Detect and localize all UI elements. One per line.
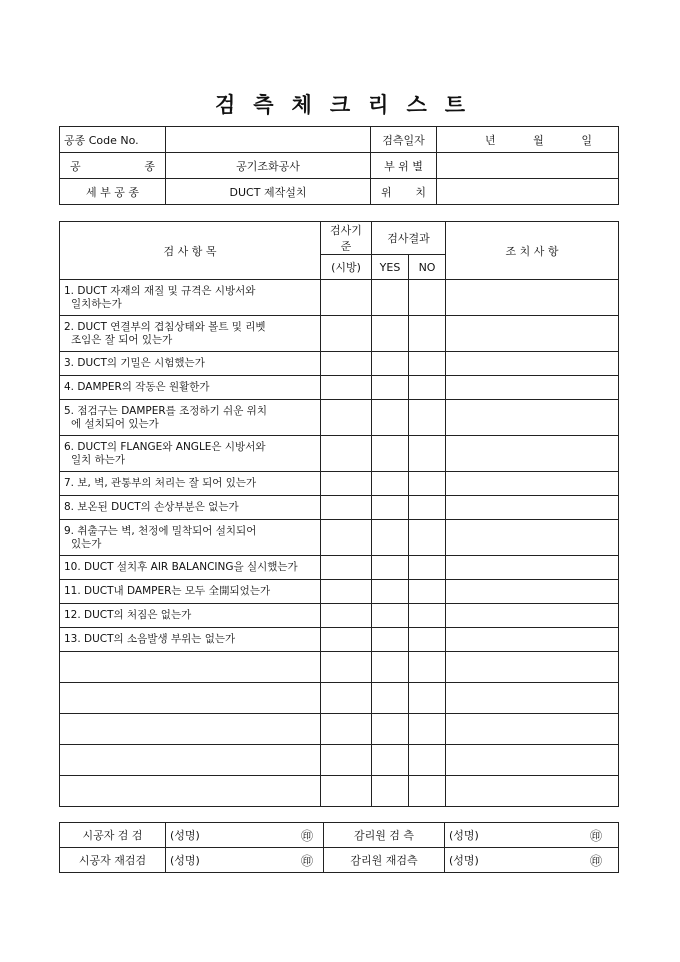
date-label: 검측일자 bbox=[371, 127, 437, 153]
yes-cell[interactable] bbox=[372, 776, 409, 807]
page-title bbox=[0, 89, 680, 119]
checklist-item-text bbox=[60, 280, 321, 316]
header-yes: YES bbox=[372, 255, 409, 280]
checklist-item-text bbox=[60, 436, 321, 472]
standard-cell[interactable] bbox=[321, 400, 372, 436]
location-label: 위 치 bbox=[371, 179, 437, 205]
contractor-check-sign-field[interactable] bbox=[166, 823, 324, 848]
checklist-item-line: 5. 점검구는 DAMPER를 조정하기 쉬운 위치 bbox=[64, 404, 267, 417]
yes-cell[interactable] bbox=[372, 714, 409, 745]
date-month-label: 월 bbox=[533, 133, 544, 147]
header-standard-sub: (시방) bbox=[321, 255, 372, 280]
header-action: 조 치 사 항 bbox=[446, 222, 619, 280]
item-cell[interactable] bbox=[60, 683, 321, 714]
checklist-item-line: 7. 보, 벽, 관통부의 처리는 잘 되어 있는가 bbox=[64, 477, 257, 489]
checklist-item-line: 9. 취출구는 벽, 천정에 밀착되어 설치되어 bbox=[64, 524, 257, 537]
sign-row-check bbox=[60, 823, 619, 848]
yes-cell[interactable] bbox=[372, 316, 409, 352]
checklist-item-line: 4. DAMPER의 작동은 원활한가 bbox=[64, 381, 210, 393]
yes-cell[interactable] bbox=[372, 628, 409, 652]
name-hint: (성명) bbox=[170, 828, 200, 842]
yes-cell[interactable] bbox=[372, 352, 409, 376]
title-char: 스 bbox=[406, 92, 427, 117]
action-cell[interactable] bbox=[446, 520, 619, 556]
action-cell[interactable] bbox=[446, 580, 619, 604]
checklist-item-line: 12. DUCT의 처짐은 없는가 bbox=[64, 609, 192, 621]
checklist-blank-row bbox=[60, 714, 619, 745]
title-char: 체 bbox=[291, 92, 312, 117]
yes-cell[interactable] bbox=[372, 745, 409, 776]
checklist-item-text bbox=[60, 520, 321, 556]
no-cell[interactable] bbox=[409, 604, 446, 628]
checklist-row bbox=[60, 352, 619, 376]
checklist-item-text bbox=[60, 580, 321, 604]
date-year-label: 년 bbox=[485, 133, 496, 147]
checklist-row bbox=[60, 604, 619, 628]
standard-cell[interactable] bbox=[321, 604, 372, 628]
no-cell[interactable] bbox=[409, 628, 446, 652]
standard-cell[interactable] bbox=[321, 683, 372, 714]
yes-cell[interactable] bbox=[372, 400, 409, 436]
detail-value[interactable]: DUCT 제작설치 bbox=[166, 179, 371, 205]
part-label: 부 위 별 bbox=[371, 153, 437, 179]
yes-cell[interactable] bbox=[372, 652, 409, 683]
checklist-item-line: 조임은 잘 되어 있는가 bbox=[71, 333, 173, 346]
checklist-item-line: 1. DUCT 자재의 재질 및 규격은 시방서와 bbox=[64, 284, 256, 297]
action-cell[interactable] bbox=[446, 683, 619, 714]
checklist-row bbox=[60, 316, 619, 352]
name-hint: (성명) bbox=[170, 853, 200, 867]
checklist-item-line: 13. DUCT의 소음발생 부위는 없는가 bbox=[64, 633, 236, 645]
checklist-table bbox=[59, 221, 619, 807]
checklist-item-line: 일치 하는가 bbox=[71, 453, 126, 466]
work-label: 공 종 bbox=[60, 153, 166, 179]
checklist-item-line: 11. DUCT내 DAMPER는 모두 全開되었는가 bbox=[64, 585, 271, 597]
checklist-item-text bbox=[60, 556, 321, 580]
checklist-item-line: 있는가 bbox=[71, 537, 102, 550]
standard-cell[interactable] bbox=[321, 776, 372, 807]
no-cell[interactable] bbox=[409, 520, 446, 556]
no-cell[interactable] bbox=[409, 376, 446, 400]
supervisor-recheck-label: 감리원 재검측 bbox=[324, 848, 445, 873]
header-result: 검사결과 bbox=[372, 222, 446, 255]
date-day-label: 일 bbox=[581, 133, 592, 147]
action-cell[interactable] bbox=[446, 628, 619, 652]
title-char: 트 bbox=[444, 92, 466, 117]
checklist-item-text bbox=[60, 496, 321, 520]
yes-cell[interactable] bbox=[372, 520, 409, 556]
location-value-field[interactable] bbox=[437, 179, 619, 205]
signature-table bbox=[59, 822, 619, 873]
checklist-item-line: 일치하는가 bbox=[71, 297, 122, 310]
checklist-item-text bbox=[60, 352, 321, 376]
standard-cell[interactable] bbox=[321, 580, 372, 604]
yes-cell[interactable] bbox=[372, 556, 409, 580]
checklist-item-text bbox=[60, 604, 321, 628]
checklist-item-text bbox=[60, 400, 321, 436]
action-cell[interactable] bbox=[446, 496, 619, 520]
no-cell[interactable] bbox=[409, 745, 446, 776]
checklist-item-text bbox=[60, 376, 321, 400]
title-char: 리 bbox=[368, 92, 389, 117]
action-cell[interactable] bbox=[446, 400, 619, 436]
supervisor-recheck-sign-field[interactable] bbox=[445, 848, 619, 873]
no-cell[interactable] bbox=[409, 580, 446, 604]
action-cell[interactable] bbox=[446, 776, 619, 807]
standard-cell[interactable] bbox=[321, 352, 372, 376]
checklist-blank-row bbox=[60, 652, 619, 683]
standard-cell[interactable] bbox=[321, 714, 372, 745]
detail-label: 세 부 공 종 bbox=[60, 179, 166, 205]
item-cell[interactable] bbox=[60, 776, 321, 807]
action-cell[interactable] bbox=[446, 352, 619, 376]
info-table bbox=[59, 126, 619, 205]
contractor-recheck-sign-field[interactable] bbox=[166, 848, 324, 873]
checklist-row bbox=[60, 520, 619, 556]
yes-cell[interactable] bbox=[372, 604, 409, 628]
no-cell[interactable] bbox=[409, 683, 446, 714]
name-hint: (성명) bbox=[449, 828, 479, 842]
seal-mark: ㊞ bbox=[300, 828, 313, 843]
no-cell[interactable] bbox=[409, 652, 446, 683]
standard-cell[interactable] bbox=[321, 628, 372, 652]
title-char: 검 bbox=[214, 92, 236, 117]
standard-cell[interactable] bbox=[321, 316, 372, 352]
title-char: 측 bbox=[253, 92, 274, 117]
standard-cell[interactable] bbox=[321, 376, 372, 400]
date-field[interactable] bbox=[437, 127, 619, 153]
seal-mark: ㊞ bbox=[300, 853, 313, 868]
contractor-check-label: 시공자 검 검 bbox=[60, 823, 166, 848]
sign-row-recheck bbox=[60, 848, 619, 873]
title-char: 크 bbox=[329, 92, 351, 117]
checklist-item-text bbox=[60, 472, 321, 496]
yes-cell[interactable] bbox=[372, 496, 409, 520]
no-cell[interactable] bbox=[409, 352, 446, 376]
checklist-row bbox=[60, 376, 619, 400]
no-cell[interactable] bbox=[409, 472, 446, 496]
code-label: 공종 Code No. bbox=[60, 127, 166, 153]
standard-cell[interactable] bbox=[321, 280, 372, 316]
action-cell[interactable] bbox=[446, 652, 619, 683]
yes-cell[interactable] bbox=[372, 280, 409, 316]
action-cell[interactable] bbox=[446, 714, 619, 745]
no-cell[interactable] bbox=[409, 496, 446, 520]
info-row-work bbox=[60, 153, 619, 179]
standard-cell[interactable] bbox=[321, 520, 372, 556]
seal-mark: ㊞ bbox=[589, 853, 602, 868]
checklist-item-text bbox=[60, 628, 321, 652]
no-cell[interactable] bbox=[409, 556, 446, 580]
checklist-row bbox=[60, 628, 619, 652]
checklist-row bbox=[60, 496, 619, 520]
seal-mark: ㊞ bbox=[589, 828, 602, 843]
checklist-item-line: 10. DUCT 설치후 AIR BALANCING을 실시했는가 bbox=[64, 561, 298, 573]
action-cell[interactable] bbox=[446, 436, 619, 472]
action-cell[interactable] bbox=[446, 556, 619, 580]
no-cell[interactable] bbox=[409, 436, 446, 472]
standard-cell[interactable] bbox=[321, 745, 372, 776]
checklist-item-line: 3. DUCT의 기밀은 시험했는가 bbox=[64, 357, 205, 369]
standard-cell[interactable] bbox=[321, 652, 372, 683]
no-cell[interactable] bbox=[409, 776, 446, 807]
checklist-blank-row bbox=[60, 683, 619, 714]
yes-cell[interactable] bbox=[372, 376, 409, 400]
checklist-row bbox=[60, 556, 619, 580]
no-cell[interactable] bbox=[409, 714, 446, 745]
no-cell[interactable] bbox=[409, 316, 446, 352]
part-value-field[interactable] bbox=[437, 153, 619, 179]
checklist-item-line: 6. DUCT의 FLANGE와 ANGLE은 시방서와 bbox=[64, 440, 266, 453]
info-row-code bbox=[60, 127, 619, 153]
action-cell[interactable] bbox=[446, 376, 619, 400]
checklist-row bbox=[60, 436, 619, 472]
checklist-row bbox=[60, 400, 619, 436]
no-cell[interactable] bbox=[409, 280, 446, 316]
checklist-blank-row bbox=[60, 745, 619, 776]
checklist-item-line: 8. 보온된 DUCT의 손상부분은 없는가 bbox=[64, 501, 239, 513]
header-no: NO bbox=[409, 255, 446, 280]
info-row-detail bbox=[60, 179, 619, 205]
code-value-field[interactable] bbox=[166, 127, 371, 153]
checklist-blank-row bbox=[60, 776, 619, 807]
action-cell[interactable] bbox=[446, 745, 619, 776]
item-cell[interactable] bbox=[60, 652, 321, 683]
work-value[interactable]: 공기조화공사 bbox=[166, 153, 371, 179]
name-hint: (성명) bbox=[449, 853, 479, 867]
action-cell[interactable] bbox=[446, 472, 619, 496]
standard-cell[interactable] bbox=[321, 496, 372, 520]
action-cell[interactable] bbox=[446, 316, 619, 352]
checklist-item-line: 2. DUCT 연결부의 겹침상태와 볼트 및 리벳 bbox=[64, 320, 266, 333]
yes-cell[interactable] bbox=[372, 580, 409, 604]
header-standard: 검사기준 bbox=[321, 222, 372, 255]
yes-cell[interactable] bbox=[372, 683, 409, 714]
standard-cell[interactable] bbox=[321, 436, 372, 472]
checklist-item-text bbox=[60, 316, 321, 352]
contractor-recheck-label: 시공자 재검검 bbox=[60, 848, 166, 873]
yes-cell[interactable] bbox=[372, 436, 409, 472]
action-cell[interactable] bbox=[446, 604, 619, 628]
standard-cell[interactable] bbox=[321, 556, 372, 580]
checklist-item-line: 에 설치되어 있는가 bbox=[71, 417, 159, 430]
action-cell[interactable] bbox=[446, 280, 619, 316]
checklist-header-row bbox=[60, 222, 619, 255]
supervisor-check-sign-field[interactable] bbox=[445, 823, 619, 848]
header-item: 검 사 항 목 bbox=[60, 222, 321, 280]
standard-cell[interactable] bbox=[321, 472, 372, 496]
checklist-row bbox=[60, 280, 619, 316]
no-cell[interactable] bbox=[409, 400, 446, 436]
item-cell[interactable] bbox=[60, 714, 321, 745]
supervisor-check-label: 감리원 검 측 bbox=[324, 823, 445, 848]
item-cell[interactable] bbox=[60, 745, 321, 776]
checklist-row bbox=[60, 580, 619, 604]
yes-cell[interactable] bbox=[372, 472, 409, 496]
checklist-row bbox=[60, 472, 619, 496]
